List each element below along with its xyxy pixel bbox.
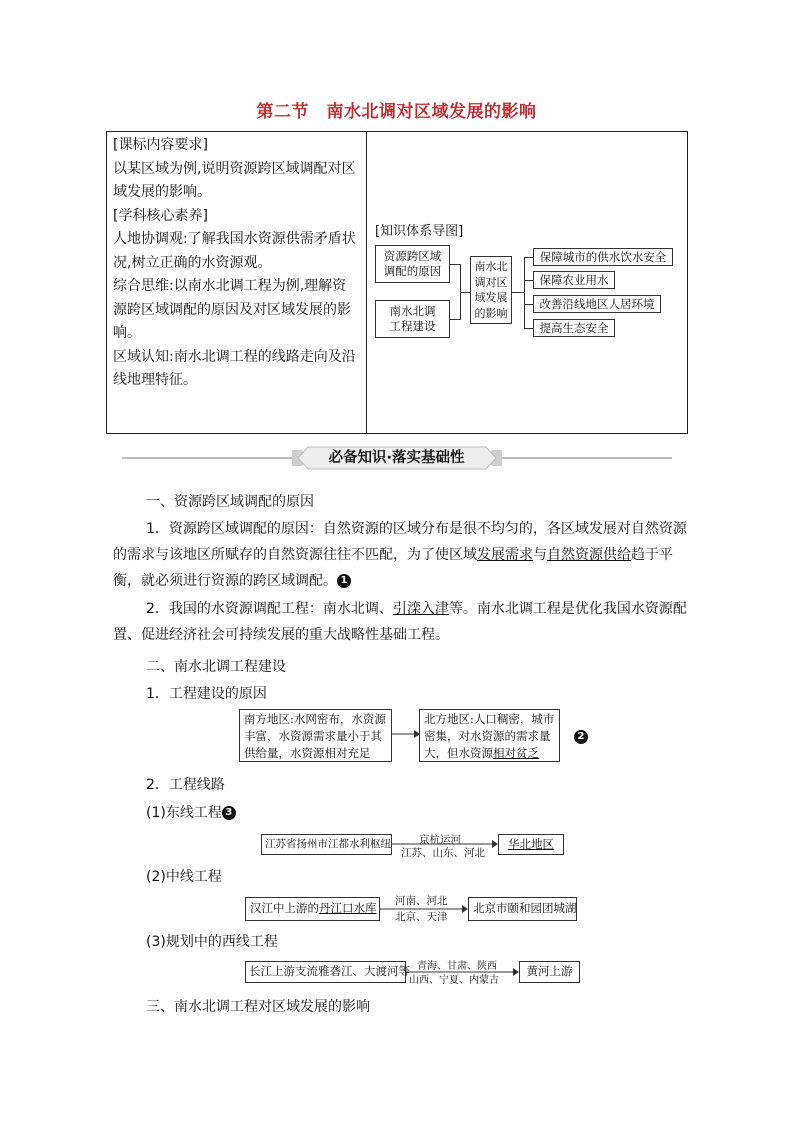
flow-arrow (406, 967, 519, 977)
mind-map-left-box: 资源跨区域 调配的原因 (375, 245, 450, 283)
para-line: 置、促进经济社会可持续发展的重大战略性基础工程。 (113, 627, 449, 643)
mind-map-center-box: 南水北 调对区 域发展 的影响 (470, 256, 512, 324)
note-marker: 3 (222, 806, 236, 820)
box-line: 北方地区:人口稠密，城市 (424, 712, 555, 726)
underlined-term: 华北地区 (508, 837, 554, 851)
connector (450, 319, 460, 320)
underlined-term: 丹江口水库 (319, 901, 377, 915)
north-region-box (419, 709, 560, 762)
literacy-line: 区域认知:南水北调工程的线路走向及沿 (113, 348, 356, 365)
text: 的需求与该地区所赋存的自然资源往往不匹配，为了使区域 (113, 547, 477, 563)
literacy-line: 源跨区域调配的原因及对区域发展的影 (113, 301, 351, 318)
text: 趋于平 (631, 547, 673, 563)
flow-arrow (380, 904, 468, 914)
mind-map-right-box: 改善沿线地区人居环境 (533, 295, 661, 313)
subsection-heading: 2．工程线路 (146, 777, 225, 793)
underlined-term: 自然资源供给 (547, 547, 631, 563)
middle-route-provinces-bottom: 北京、天津 (395, 911, 448, 923)
box-line: 丰富，水资源需求量小于其 (244, 729, 382, 743)
box-line: 密集，对水资源的需求量 (424, 729, 551, 743)
route-heading: (2)中线工程 (146, 869, 222, 885)
west-route-provinces-bottom: 山西、宁夏、内蒙古 (409, 975, 499, 986)
connector (524, 328, 533, 329)
middle-destination-box: 北京市颐和园团城湖 (468, 897, 577, 921)
note-marker: 2 (574, 730, 588, 744)
text: 汉江中上游的 (250, 901, 319, 915)
connector (512, 292, 524, 293)
underlined-term: 引滦入津 (392, 601, 449, 617)
note-marker: 1 (337, 574, 351, 588)
page-title: 第二节 南水北调对区域发展的影响 (256, 102, 537, 122)
connector (524, 257, 533, 258)
mind-map-right-box: 保障城市的供水饮水安全 (533, 248, 673, 266)
east-route-via: 京杭运河 (419, 834, 461, 846)
middle-source-box (245, 897, 380, 921)
literacy-line: 综合思维:以南水北调工程为例,理解资 (113, 278, 347, 294)
requirements-panel (113, 134, 365, 393)
mind-map-left-box: 南水北调 工程建设 (375, 300, 450, 338)
literacy-line: 线地理特征。 (113, 372, 197, 388)
literacy-line: 响。 (113, 325, 141, 341)
west-destination-box: 黄河上游 (519, 961, 580, 983)
east-route-provinces: 江苏、山东、河北 (401, 847, 485, 859)
box-line: 南方地区:水网密布，水资源 (244, 712, 386, 726)
literacy-heading: [学科核心素养] (113, 207, 208, 224)
paragraph-2 (113, 596, 688, 648)
route-heading: (3)规划中的西线工程 (146, 934, 278, 950)
literacy-line: 人地协调观:了解我国水资源供需矛盾状 (113, 231, 356, 247)
requirements-line: 以某区域为例,说明资源跨区域调配对区 (113, 160, 356, 177)
connector (524, 280, 533, 281)
text: 大，但水资源 (424, 746, 493, 760)
section-heading: 一、资源跨区域调配的原因 (146, 494, 314, 510)
column-divider (366, 132, 367, 433)
underlined-term: 相对贫乏 (493, 746, 539, 760)
paragraph-1 (113, 516, 688, 594)
connector (450, 264, 460, 265)
middle-route-provinces-top: 河南、河北 (395, 895, 448, 907)
connector (524, 257, 525, 329)
mind-map-title: [知识体系导图] (375, 224, 464, 239)
text: 与 (533, 547, 547, 563)
literacy-line: 况,树立正确的水资源观。 (113, 254, 272, 271)
para-line (113, 596, 688, 622)
route-heading (146, 802, 236, 822)
text: 2．我国的水资源调配工程：南水北调、 (146, 601, 393, 617)
mind-map-right-box: 提高生态安全 (533, 319, 615, 337)
east-destination-box (498, 834, 564, 855)
flow-arrow (392, 839, 498, 849)
text: 衡，就必须进行资源的跨区域调配。 (113, 573, 337, 589)
connector (460, 292, 470, 293)
text: (1)东线工程 (146, 805, 222, 821)
box-line: 供给量，水资源相对充足 (244, 746, 371, 760)
mind-map-right-box: 保障农业用水 (533, 271, 615, 289)
section-banner-title: 必备知识·落实基础性 (328, 450, 465, 466)
para-line (113, 568, 688, 594)
box-line (424, 745, 555, 762)
text: 等。南水北调工程是优化我国水资源配 (448, 601, 687, 617)
section-heading: 二、南水北调工程建设 (146, 659, 286, 675)
para-line (113, 542, 688, 568)
west-source-box: 长江上游支流雅砻江、大渡河等 (245, 961, 406, 983)
connector (524, 304, 533, 305)
west-route-provinces-top: 青海、甘肃、陕西 (417, 961, 497, 972)
requirements-heading: [课标内容要求] (113, 137, 208, 153)
para-line: 1．资源跨区域调配的原因：自然资源的区域分布是很不均匀的，各区域发展对自然资源 (146, 521, 687, 537)
subsection-heading: 1．工程建设的原因 (146, 686, 267, 702)
underlined-term: 发展需求 (477, 547, 533, 563)
requirements-line: 域发展的影响。 (113, 184, 211, 200)
flow-arrow (392, 729, 420, 739)
section-heading: 三、南水北调工程对区域发展的影响 (146, 999, 370, 1015)
south-region-box (239, 709, 392, 762)
east-source-box: 江苏省扬州市江都水利枢纽 (261, 834, 392, 855)
